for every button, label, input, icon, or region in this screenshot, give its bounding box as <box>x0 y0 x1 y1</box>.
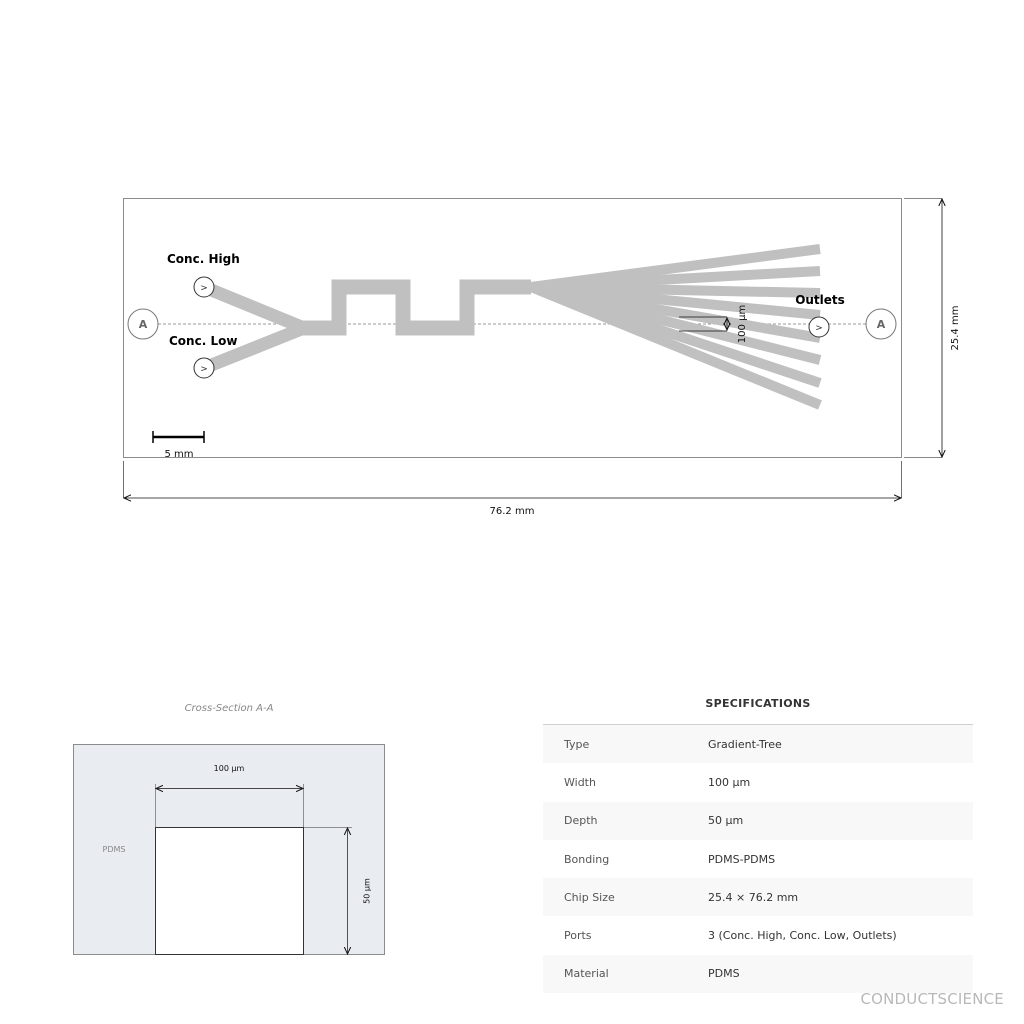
brand-logo: CONDUCTSCIENCE <box>860 990 1004 1008</box>
section-marker-left-label: A <box>138 318 148 331</box>
outlet-fan <box>531 249 820 405</box>
spec-value: 3 (Conc. High, Conc. Low, Outlets) <box>708 929 897 943</box>
spec-row <box>543 916 973 954</box>
spec-row <box>543 955 973 993</box>
serpentine-mixer <box>300 287 531 328</box>
cross-section-depth-label: 50 μm <box>362 878 372 904</box>
port-conc-high-symbol: > <box>200 283 208 294</box>
spec-value: Gradient-Tree <box>708 737 782 751</box>
spec-value: PDMS-PDMS <box>708 852 776 866</box>
spec-row <box>543 725 973 763</box>
port-conc-low <box>194 358 214 378</box>
inlet-high-channel <box>204 287 304 328</box>
section-marker-left <box>128 309 158 339</box>
spec-row <box>543 802 973 840</box>
scale-bar <box>153 431 204 460</box>
pdms-label: PDMS <box>102 845 126 854</box>
inlet-high-label: Conc. High <box>167 252 240 266</box>
scale-bar-label: 5 mm <box>164 449 194 460</box>
inlet-low-label: Conc. Low <box>169 334 238 348</box>
port-conc-low-symbol: > <box>200 364 208 375</box>
spec-key: Type <box>564 737 590 751</box>
spec-key: Bonding <box>564 852 610 866</box>
chip-height-label: 25.4 mm <box>950 305 961 351</box>
cross-section-title: Cross-Section A-A <box>184 703 274 714</box>
channel-network <box>204 249 820 405</box>
spec-key: Width <box>564 775 596 789</box>
spec-value: 50 μm <box>708 814 744 828</box>
cross-section <box>74 703 385 955</box>
port-outlets-symbol: > <box>815 323 823 334</box>
spec-key: Ports <box>564 929 592 943</box>
spec-row <box>543 878 973 916</box>
section-marker-right <box>866 309 896 339</box>
specs-title: SPECIFICATIONS <box>705 697 811 710</box>
spec-key: Chip Size <box>564 890 615 904</box>
chip-width-dimension <box>124 461 902 517</box>
spec-key: Depth <box>564 814 598 828</box>
port-outlets <box>809 317 829 337</box>
spec-value: 100 μm <box>708 775 751 789</box>
specs-table <box>543 725 973 993</box>
channel-profile <box>156 828 304 955</box>
spec-key: Material <box>564 967 609 981</box>
outlets-label: Outlets <box>795 293 845 307</box>
section-marker-right-label: A <box>876 318 886 331</box>
cross-section-width-label: 100 μm <box>213 764 245 773</box>
port-conc-high <box>194 277 214 297</box>
chip-height-dimension <box>904 199 961 458</box>
spec-row <box>543 840 973 878</box>
chip-width-label: 76.2 mm <box>489 506 535 517</box>
spec-value: PDMS <box>708 967 740 981</box>
channel-width-label: 100 μm <box>737 304 748 344</box>
spec-value: 25.4 × 76.2 mm <box>708 890 799 904</box>
spec-row <box>543 763 973 801</box>
